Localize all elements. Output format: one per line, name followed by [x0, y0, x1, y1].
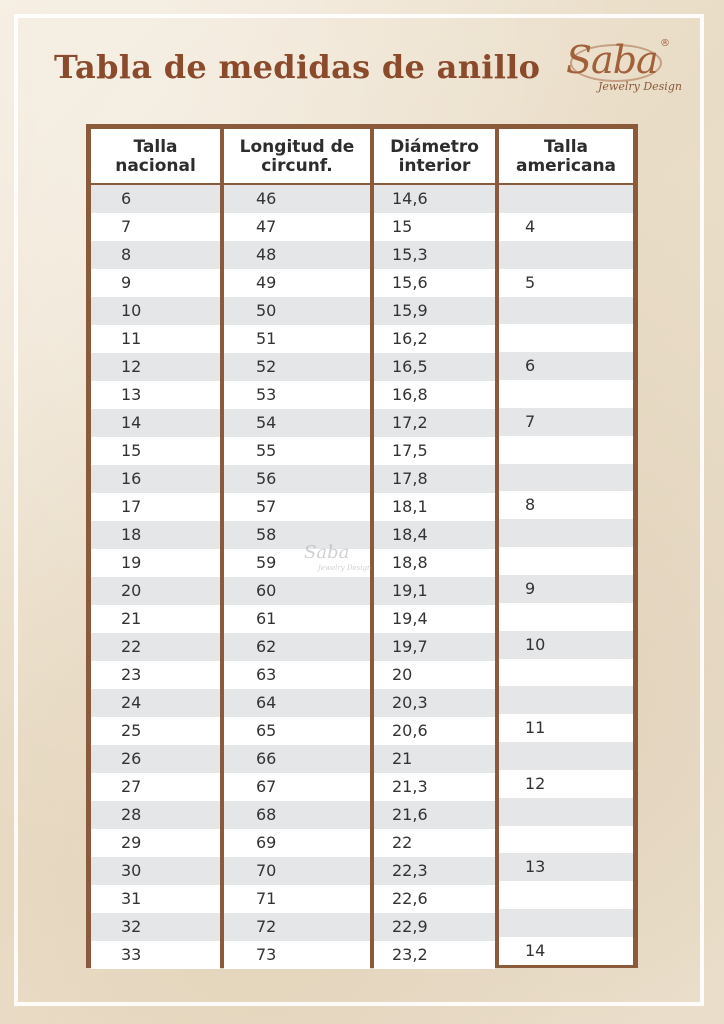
- watermark-logo: [304, 542, 372, 576]
- table-cell-diametro: 19,1: [374, 577, 495, 605]
- table-cell-longitud: 55: [224, 437, 370, 465]
- table-cell-longitud: 60: [224, 577, 370, 605]
- table-cell-longitud: 69: [224, 829, 370, 857]
- table-cell-diametro: 17,8: [374, 465, 495, 493]
- table-cell-diametro: 21,6: [374, 801, 495, 829]
- table-cell-nacional: 14: [91, 409, 220, 437]
- table-cell-longitud: 67: [224, 773, 370, 801]
- table-cell-americana: [499, 798, 633, 826]
- header-talla-nacional: Talla nacional: [89, 127, 222, 185]
- table-cell-americana: 12: [499, 770, 633, 798]
- table-cell-longitud: 59: [224, 549, 370, 577]
- table-cell-longitud: 72: [224, 913, 370, 941]
- table-cell-diametro: 22,6: [374, 885, 495, 913]
- table-cell-nacional: 15: [91, 437, 220, 465]
- table-cell-nacional: 21: [91, 605, 220, 633]
- table-cell-diametro: 18,4: [374, 521, 495, 549]
- table-cell-americana: [499, 826, 633, 854]
- table-cell-nacional: 26: [91, 745, 220, 773]
- header-diametro-interior: Diámetro interior: [372, 127, 497, 185]
- brand-logo: [566, 38, 682, 102]
- table-cell-diametro: 20,6: [374, 717, 495, 745]
- table-cell-nacional: 13: [91, 381, 220, 409]
- table-cell-diametro: 15,3: [374, 241, 495, 269]
- table-cell-longitud: 57: [224, 493, 370, 521]
- table-cell-americana: 13: [499, 853, 633, 881]
- table-cell-americana: [499, 464, 633, 492]
- table-cell-americana: [499, 909, 633, 937]
- table-cell-americana: 9: [499, 575, 633, 603]
- table-cell-nacional: 19: [91, 549, 220, 577]
- table-cell-americana: [499, 603, 633, 631]
- table-cell-nacional: 17: [91, 493, 220, 521]
- table-cell-nacional: 7: [91, 213, 220, 241]
- table-cell-americana: 6: [499, 352, 633, 380]
- header-talla-americana: Talla americana: [497, 127, 635, 185]
- table-cell-diametro: 22: [374, 829, 495, 857]
- table-cell-nacional: 32: [91, 913, 220, 941]
- table-cell-nacional: 23: [91, 661, 220, 689]
- table-cell-nacional: 24: [91, 689, 220, 717]
- watermark-tagline: Jewelry Design: [318, 564, 372, 572]
- table-cell-diametro: 15,9: [374, 297, 495, 325]
- table-cell-longitud: 47: [224, 213, 370, 241]
- table-cell-diametro: 15: [374, 213, 495, 241]
- table-cell-nacional: 9: [91, 269, 220, 297]
- table-cell-nacional: 28: [91, 801, 220, 829]
- table-cell-diametro: 14,6: [374, 185, 495, 213]
- table-cell-nacional: 20: [91, 577, 220, 605]
- column-talla-nacional: [89, 185, 222, 965]
- table-cell-diametro: 15,6: [374, 269, 495, 297]
- table-cell-nacional: 18: [91, 521, 220, 549]
- table-cell-longitud: 66: [224, 745, 370, 773]
- logo-tagline: Jewelry Design: [598, 80, 682, 93]
- table-cell-longitud: 70: [224, 857, 370, 885]
- table-cell-nacional: 22: [91, 633, 220, 661]
- logo-registered-mark: ®: [660, 38, 670, 49]
- table-cell-diametro: 16,2: [374, 325, 495, 353]
- table-cell-longitud: 58: [224, 521, 370, 549]
- table-cell-americana: [499, 324, 633, 352]
- table-cell-americana: [499, 881, 633, 909]
- table-cell-diametro: 20: [374, 661, 495, 689]
- table-cell-nacional: 6: [91, 185, 220, 213]
- table-cell-americana: 11: [499, 714, 633, 742]
- table-cell-americana: [499, 297, 633, 325]
- table-cell-americana: [499, 436, 633, 464]
- table-cell-nacional: 11: [91, 325, 220, 353]
- table-cell-americana: [499, 519, 633, 547]
- table-cell-longitud: 63: [224, 661, 370, 689]
- table-cell-americana: [499, 185, 633, 213]
- table-cell-diametro: 22,3: [374, 857, 495, 885]
- table-cell-diametro: 17,5: [374, 437, 495, 465]
- table-cell-nacional: 8: [91, 241, 220, 269]
- table-cell-nacional: 33: [91, 941, 220, 969]
- table-cell-longitud: 65: [224, 717, 370, 745]
- table-cell-americana: [499, 742, 633, 770]
- table-cell-longitud: 73: [224, 941, 370, 969]
- table-cell-diametro: 23,2: [374, 941, 495, 969]
- table-cell-longitud: 48: [224, 241, 370, 269]
- table-cell-americana: 4: [499, 213, 633, 241]
- table-header: [89, 127, 635, 185]
- table-cell-americana: 8: [499, 491, 633, 519]
- table-cell-nacional: 31: [91, 885, 220, 913]
- table-cell-longitud: 46: [224, 185, 370, 213]
- table-cell-diametro: 18,8: [374, 549, 495, 577]
- table-cell-americana: [499, 241, 633, 269]
- table-cell-americana: 10: [499, 631, 633, 659]
- table-cell-diametro: 18,1: [374, 493, 495, 521]
- table-cell-diametro: 16,5: [374, 353, 495, 381]
- table-cell-diametro: 17,2: [374, 409, 495, 437]
- table-cell-diametro: 22,9: [374, 913, 495, 941]
- table-cell-longitud: 50: [224, 297, 370, 325]
- table-cell-longitud: 54: [224, 409, 370, 437]
- table-cell-nacional: 29: [91, 829, 220, 857]
- table-cell-longitud: 56: [224, 465, 370, 493]
- table-cell-americana: 14: [499, 937, 633, 965]
- table-cell-americana: [499, 547, 633, 575]
- table-cell-longitud: 51: [224, 325, 370, 353]
- table-cell-longitud: 49: [224, 269, 370, 297]
- table-cell-longitud: 61: [224, 605, 370, 633]
- table-cell-longitud: 53: [224, 381, 370, 409]
- header-longitud-circunferencia: Longitud de circunf.: [222, 127, 372, 185]
- table-cell-longitud: 52: [224, 353, 370, 381]
- table-cell-diametro: 19,4: [374, 605, 495, 633]
- table-cell-diametro: 19,7: [374, 633, 495, 661]
- table-cell-diametro: 21,3: [374, 773, 495, 801]
- table-cell-longitud: 71: [224, 885, 370, 913]
- page-title: Tabla de medidas de anillo: [54, 48, 541, 86]
- table-cell-diametro: 20,3: [374, 689, 495, 717]
- logo-wordmark: Saba: [566, 38, 658, 82]
- table-cell-nacional: 16: [91, 465, 220, 493]
- table-cell-longitud: 68: [224, 801, 370, 829]
- table-cell-nacional: 27: [91, 773, 220, 801]
- table-cell-nacional: 10: [91, 297, 220, 325]
- table-cell-diametro: 16,8: [374, 381, 495, 409]
- table-cell-nacional: 25: [91, 717, 220, 745]
- table-cell-diametro: 21: [374, 745, 495, 773]
- table-cell-nacional: 30: [91, 857, 220, 885]
- table-cell-americana: 7: [499, 408, 633, 436]
- table-cell-americana: 5: [499, 269, 633, 297]
- table-cell-americana: [499, 686, 633, 714]
- watermark-wordmark: Saba: [304, 542, 350, 563]
- table-cell-nacional: 12: [91, 353, 220, 381]
- table-cell-americana: [499, 659, 633, 687]
- column-talla-americana: [497, 185, 635, 965]
- table-cell-longitud: 62: [224, 633, 370, 661]
- table-cell-longitud: 64: [224, 689, 370, 717]
- table-cell-americana: [499, 380, 633, 408]
- column-diametro: [372, 185, 497, 965]
